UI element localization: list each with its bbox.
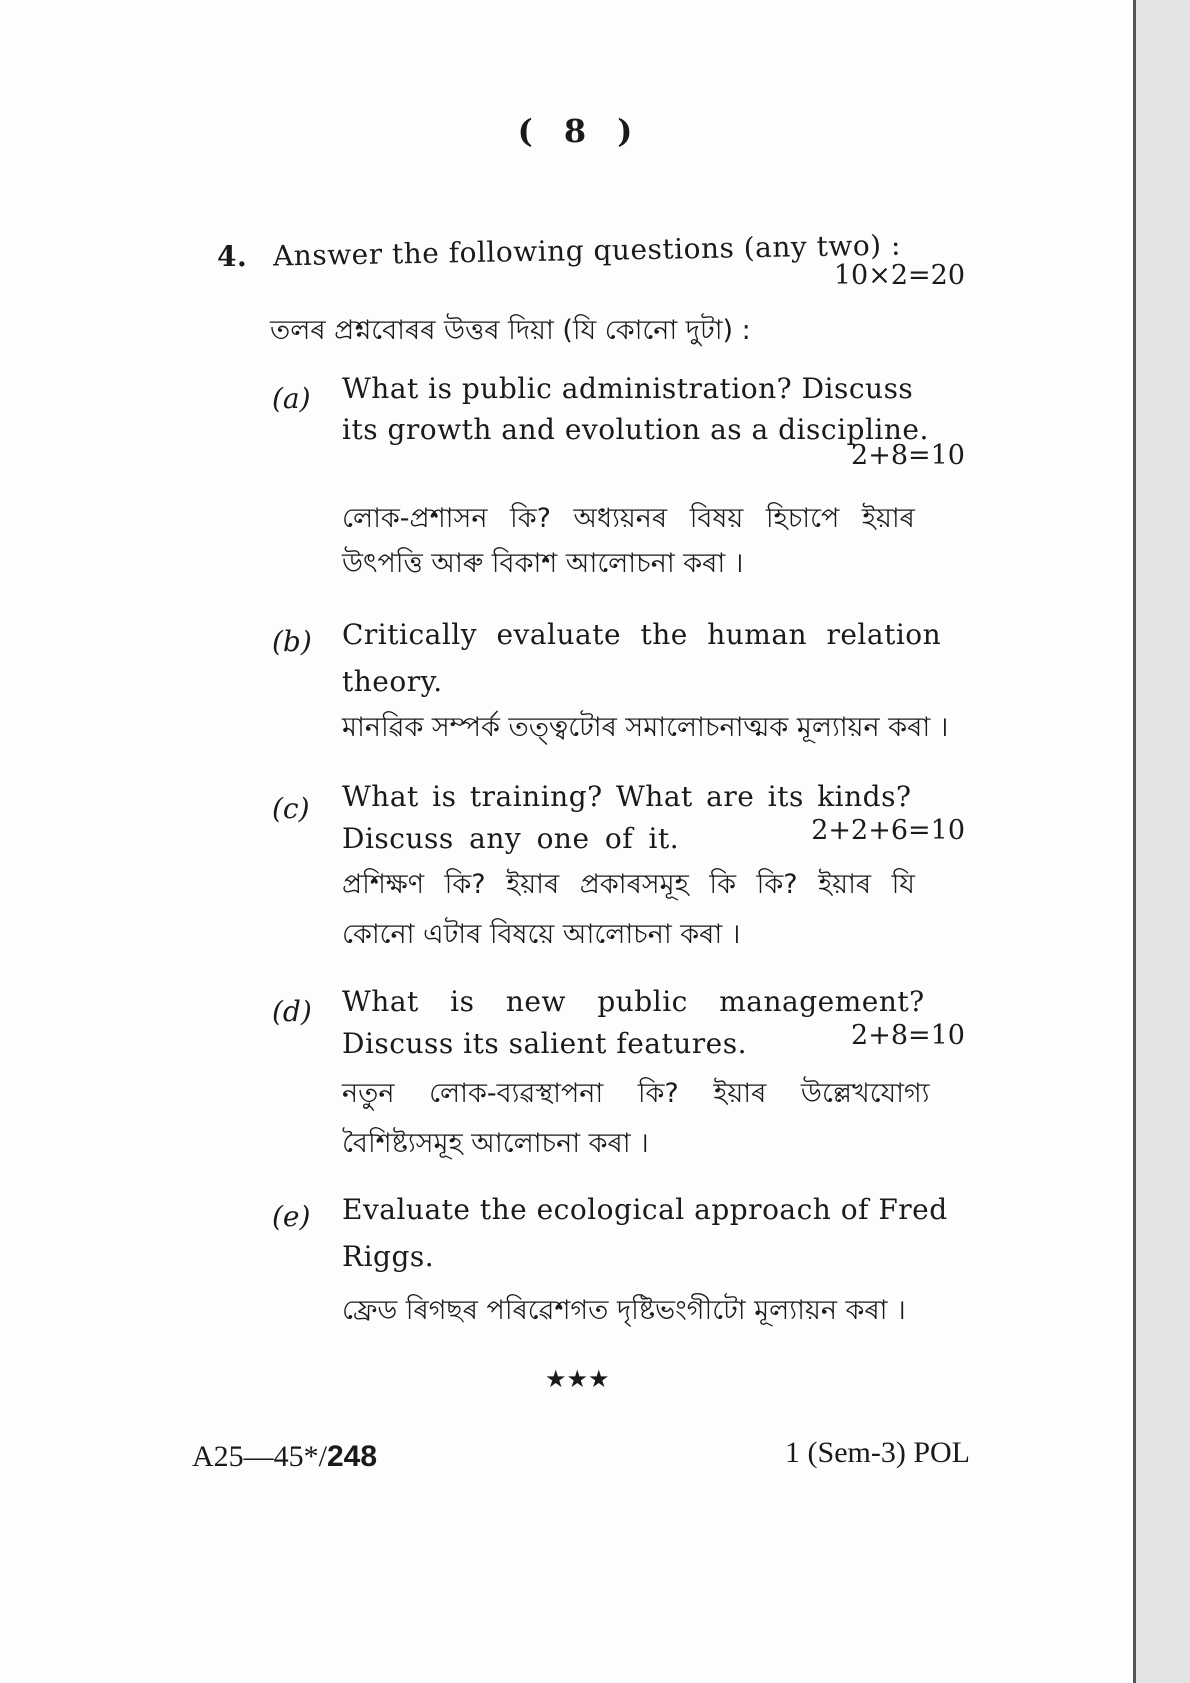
item-label: (b) xyxy=(272,625,312,658)
item-label: (e) xyxy=(272,1200,311,1233)
question-instruction: Answer the following questions (any two) : xyxy=(272,228,902,273)
item-assamese: কোনো এটাৰ বিষয়ে আলোচনা কৰা । xyxy=(342,919,741,950)
item-assamese: মানৱিক সম্পৰ্ক তত্ত্বটোৰ সমালোচনাত্মক মূল্যায়ন কৰা । xyxy=(342,712,949,743)
item-assamese: উৎপত্তি আৰু বিকাশ আলোচনা কৰা । xyxy=(342,548,744,579)
page-number: ( 8 ) xyxy=(517,112,643,150)
item-label: (d) xyxy=(272,995,312,1028)
item-text: Evaluate the ecological approach of Fred xyxy=(342,1193,948,1226)
footer-code-prefix: A25—45*/ xyxy=(192,1440,327,1473)
item-marks: 2+2+6=10 xyxy=(811,815,965,846)
end-mark: ★★★ xyxy=(545,1365,610,1393)
item-text: Discuss any one of it. xyxy=(342,822,680,855)
scan-margin xyxy=(1136,0,1190,1683)
item-text: What is public administration? Discuss xyxy=(342,372,914,405)
question-marks: 10×2=20 xyxy=(833,260,965,291)
item-text: What is new public management? xyxy=(342,985,925,1018)
item-label: (c) xyxy=(272,792,310,825)
item-assamese: নতুন লোক-ব্যৱস্থাপনা কি? ইয়াৰ উল্লেখযোগ্য xyxy=(342,1078,930,1109)
footer-code-number: 248 xyxy=(327,1440,378,1473)
question-instruction-assamese: তলৰ প্ৰশ্নবোৰৰ উত্তৰ দিয়া (যি কোনো দুটা) : xyxy=(270,315,751,346)
footer-code-right: 1 (Sem-3) POL xyxy=(785,1436,970,1469)
item-text: What is training? What are its kinds? xyxy=(342,780,912,813)
item-assamese: লোক-প্ৰশাসন কি? অধ্যয়নৰ বিষয় হিচাপে ইয়াৰ xyxy=(342,503,915,534)
page-edge xyxy=(1133,0,1136,1683)
item-marks: 2+8=10 xyxy=(851,440,965,471)
item-marks: 2+8=10 xyxy=(851,1020,965,1051)
item-assamese: বৈশিষ্ট্যসমূহ আলোচনা কৰা । xyxy=(342,1128,649,1159)
footer-code-left xyxy=(192,1440,377,1474)
item-text: Riggs. xyxy=(342,1240,435,1273)
item-text: Critically evaluate the human relation xyxy=(342,618,942,651)
item-assamese: প্ৰশিক্ষণ কি? ইয়াৰ প্ৰকাৰসমূহ কি কি? ইয়াৰ যি xyxy=(342,869,915,900)
item-text: its growth and evolution as a discipline. xyxy=(342,413,929,446)
item-assamese: ফ্ৰেড ৰিগছৰ পৰিৱেশগত দৃষ্টিভংগীটো মূল্যায়ন কৰা । xyxy=(342,1295,906,1326)
item-label: (a) xyxy=(272,382,311,415)
item-text: theory. xyxy=(342,665,443,698)
item-text: Discuss its salient features. xyxy=(342,1027,747,1060)
question-number: 4. xyxy=(217,240,248,273)
